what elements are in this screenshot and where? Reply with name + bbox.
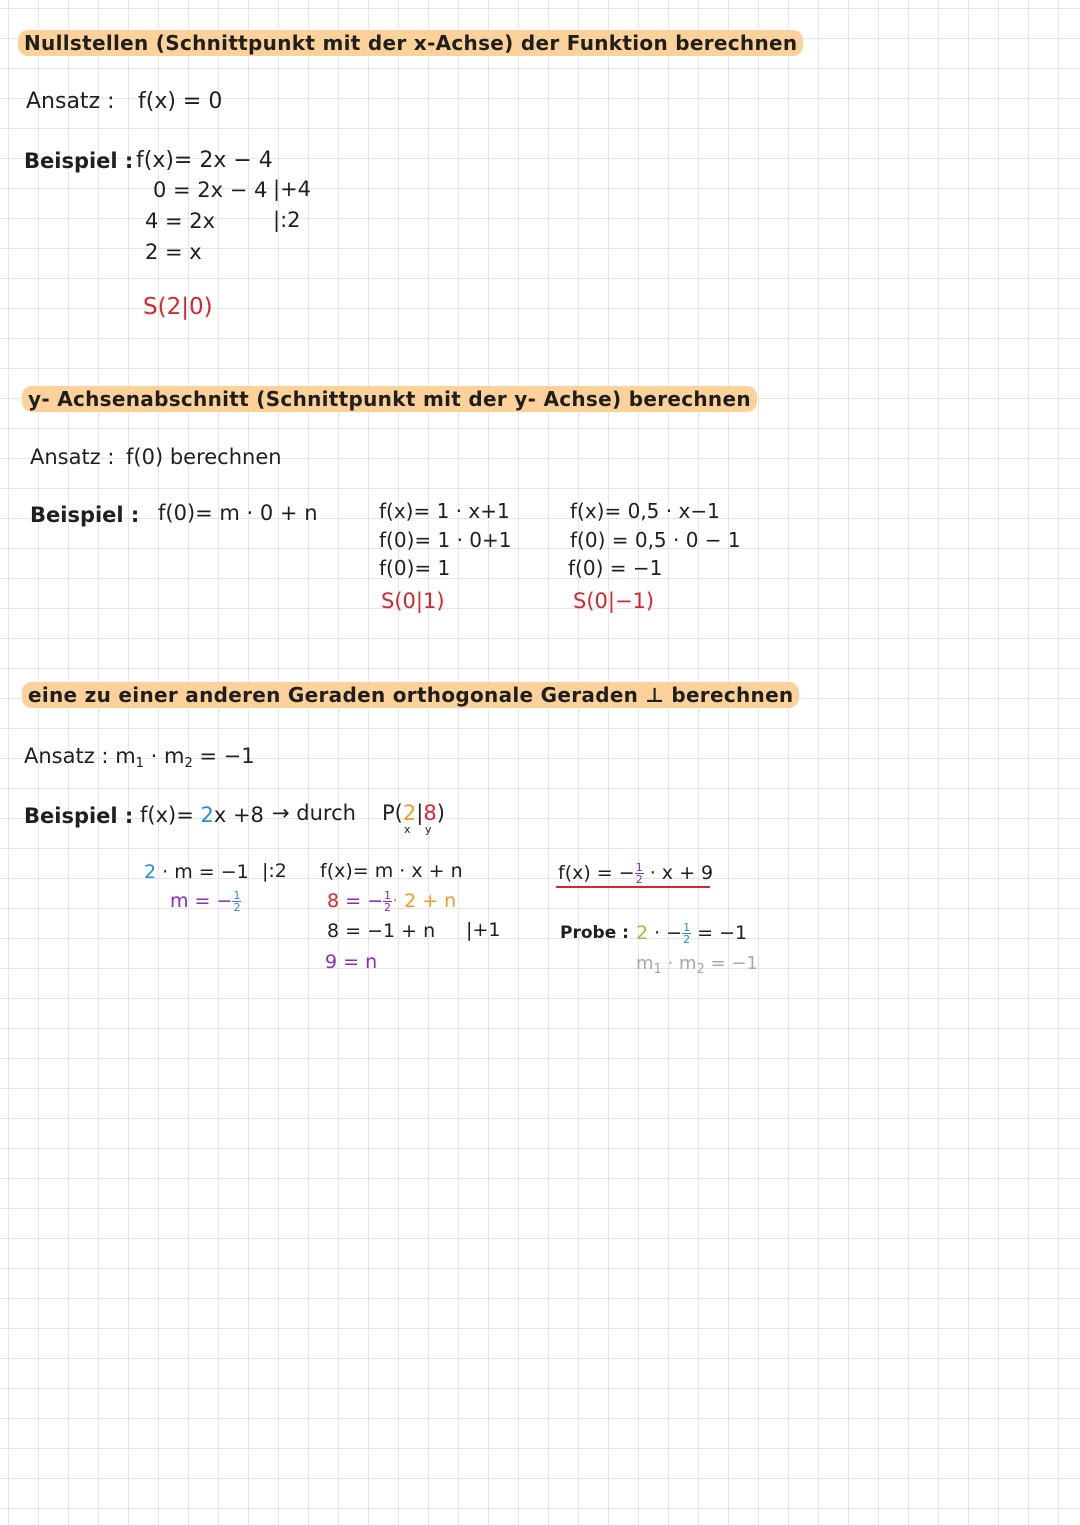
point-close: ) (436, 801, 445, 825)
section1-example-function: f(x)= 2x − 4 (136, 148, 273, 173)
func-prefix: f(x)= (140, 803, 201, 827)
point-x: 2 (402, 801, 417, 825)
section2-heading: y- Achsenabschnitt (Schnittpunkt mit der y- Achse) berechnen (22, 386, 757, 412)
section2-ex2-result: S(0|−1) (573, 589, 655, 613)
frac-den-2: 2 (384, 901, 392, 914)
calc-m-line2 (170, 890, 241, 913)
section1-ansatz-formula: f(x) = 0 (138, 89, 223, 114)
calc-n-line2-b: = − (339, 890, 384, 912)
point-label-y: y (425, 823, 432, 836)
ansatz-m2-sub: 2 (184, 756, 193, 771)
section1-ansatz-label: Ansatz : (26, 89, 115, 114)
point-sep: | (416, 801, 424, 825)
frac-num-4: 1 (683, 921, 691, 934)
probe-note-m1: m (636, 953, 654, 974)
probe-note-dot: · (661, 953, 679, 974)
section2-ex2-line3: f(0) = −1 (568, 556, 663, 580)
probe-calc (636, 922, 747, 945)
frac-den-4: 2 (683, 933, 691, 946)
section2-ex1-line3: f(0)= 1 (379, 556, 451, 580)
calc-n-line4: 9 = n (325, 951, 378, 973)
frac-num: 1 (233, 889, 241, 902)
section1-result: S(2|0) (143, 294, 213, 320)
frac-den-3: 2 (635, 873, 643, 886)
func-rest: x +8 (213, 803, 264, 827)
section2-ex1-line1: f(x)= 1 · x+1 (379, 499, 510, 523)
final-function-underline (556, 886, 710, 888)
ansatz-eq: = −1 (192, 744, 255, 768)
section2-beispiel-label: Beispiel : (30, 503, 140, 527)
probe-note-sub1: 1 (653, 962, 662, 977)
section1-step2-op: |:2 (273, 208, 301, 232)
calc-n-line3: 8 = −1 + n (327, 920, 436, 942)
section1-beispiel-label: Beispiel : (24, 149, 134, 173)
fraction-one-half-2 (383, 890, 392, 913)
section2-ex2-line1: f(x)= 0,5 · x−1 (570, 499, 720, 523)
ansatz-m1: m (115, 744, 136, 768)
final-function (558, 862, 713, 885)
fraction-one-half (232, 890, 241, 913)
calc-n-line3-op: |+1 (466, 919, 501, 941)
section3-arrow-text: → durch (272, 801, 356, 825)
section2-ansatz-label: Ansatz : (30, 445, 115, 469)
section3-point (382, 803, 445, 824)
section2-ex1-line2: f(0)= 1 · 0+1 (379, 528, 512, 552)
section1-step1: 0 = 2x − 4 (153, 178, 268, 202)
frac-den: 2 (233, 901, 241, 914)
calc-n-line1: f(x)= m · x + n (320, 860, 463, 882)
point-y: 8 (423, 801, 437, 825)
calc-m-line1 (144, 863, 249, 882)
probe-b: · − (648, 922, 683, 944)
probe-a: 2 (636, 922, 649, 944)
point-label-x: x (404, 823, 411, 836)
section3-beispiel-label: Beispiel : (24, 804, 134, 828)
probe-note-m2: m (679, 953, 697, 974)
calc-m-line1-b: · m = −1 (156, 861, 249, 883)
section2-ex2-line2: f(0) = 0,5 · 0 − 1 (570, 528, 741, 552)
frac-num-3: 1 (635, 861, 643, 874)
fraction-one-half-4 (682, 922, 691, 945)
frac-num-2: 1 (384, 889, 392, 902)
section2-ex1-result: S(0|1) (381, 589, 445, 613)
ansatz-m1-sub: 1 (135, 756, 144, 771)
probe-c: = −1 (691, 922, 748, 944)
calc-m-line1-a: 2 (144, 861, 157, 883)
section2-general: f(0)= m · 0 + n (158, 501, 318, 525)
func-slope: 2 (200, 803, 214, 827)
section3-heading: eine zu einer anderen Geraden orthogonale Geraden ⊥ berechnen (22, 682, 799, 708)
section3-ansatz-label: Ansatz : (24, 744, 109, 768)
calc-n-line2-c: · 2 + n (392, 890, 457, 912)
probe-note-eq: = −1 (704, 953, 758, 974)
fraction-one-half-3 (635, 862, 644, 885)
ansatz-m2: m (163, 744, 185, 768)
section1-heading: Nullstellen (Schnittpunkt mit der x-Achse) der Funktion berechnen (18, 30, 803, 56)
calc-n-line2-a: 8 (327, 890, 340, 912)
section1-step2: 4 = 2x (145, 209, 216, 233)
section1-step3: 2 = x (145, 240, 202, 264)
calc-m-line1-op: |:2 (262, 860, 287, 882)
probe-label: Probe : (560, 923, 629, 943)
ansatz-dot: · (143, 744, 164, 768)
final-suffix: · x + 9 (643, 862, 714, 884)
probe-note (636, 955, 758, 976)
probe-note-sub2: 2 (696, 962, 705, 977)
final-prefix: f(x) = − (558, 862, 635, 884)
calc-n-line2 (327, 890, 456, 913)
section1-step1-op: |+4 (273, 177, 312, 201)
section3-ansatz (24, 746, 255, 770)
point-p: P( (382, 801, 403, 825)
calc-m-line2-text: m = − (170, 890, 233, 912)
section3-function (140, 805, 264, 826)
section2-ansatz-formula: f(0) berechnen (126, 445, 282, 469)
